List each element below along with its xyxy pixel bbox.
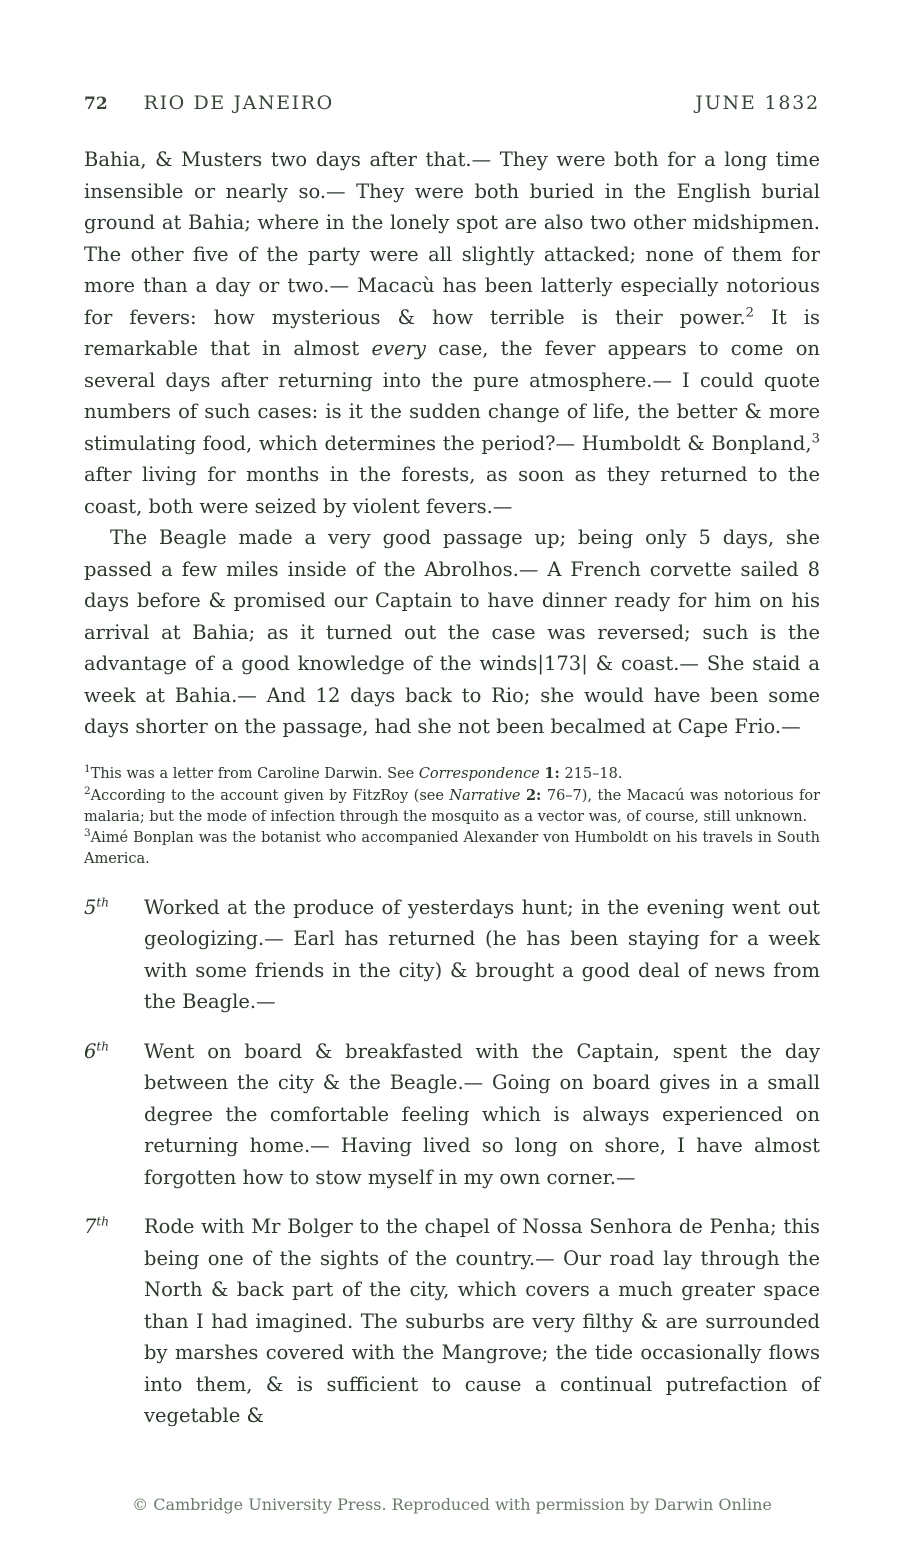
footnote-1-text-c: 215–18.: [559, 765, 623, 782]
entry-text: Went on board & breakfasted with the Captain, spent the day between the city & the Beagle.— Going on board gives in a small degree the comfortable feeling which is always experienced on returning home.— Having lived so long on shore, I have almost forgotten how to stow myself in my own corner.—: [144, 1039, 820, 1189]
para1-segment-b: — They were both for a long time insensible or nearly so.— They were both buried in the English burial ground at Bahia; where in the lonely spot are also two other midshipmen. The other five of the party were all slightly attacked; none of them for more than a day or two.— Macacù has been latterly especially notorious for fevers: how mysterious & how terrible is their power.: [84, 148, 821, 329]
diary-entry: [84, 1036, 820, 1194]
entry-text: Worked at the produce of yesterdays hunt; in the evening went out geologizing.— Earl has returned (he has been staying for a week with some friends in the city) & brought a good deal of news from the Beagle.—: [144, 895, 820, 1013]
entry-day-number: 6: [84, 1039, 97, 1063]
footnote-2-italic: Narrative: [449, 787, 521, 804]
footnote-3-marker: 3: [84, 826, 91, 839]
footnote-1: [84, 763, 820, 785]
entry-day-suffix: th: [96, 895, 110, 909]
footnote-ref-3[interactable]: 3: [811, 431, 820, 446]
para1-segment-e: after living for months in the forests, as soon as they returned to the coast, both were seized by violent fevers.—: [84, 463, 820, 518]
diary-entry: [84, 1211, 820, 1432]
footnote-ref-2[interactable]: 2: [745, 305, 755, 320]
footnote-3: [84, 828, 820, 870]
entry-date: [84, 1036, 109, 1068]
diary-entry: [84, 892, 820, 1018]
entry-day-number: 7: [84, 1215, 97, 1238]
paragraph-continuation: [84, 144, 820, 522]
entry-text: Rode with Mr Bolger to the chapel of Nossa Senhora de Penha; this being one of the sights of the country.— Our road lay through the North & back part of the city, which covers a much greater space than I had imagined. The suburbs are very filthy & are surrounded by marshes covered with the Mangrove; the tide occasionally flows into them, & is sufficient to cause a continual putrefaction of vegetable &: [144, 1215, 820, 1427]
footnote-1-marker: 1: [84, 762, 91, 775]
page-number: 72: [84, 94, 108, 114]
diary-entries: [84, 892, 820, 1432]
footnote-2-text-a: According to the account given by FitzRoy (see: [90, 787, 450, 804]
page-footer-credit: © Cambridge University Press. Reproduced with permission by Darwin Online: [132, 1495, 772, 1514]
footnote-1-text-a: This was a letter from Caroline Darwin. See: [90, 765, 419, 782]
footnote-2-marker: 2: [84, 784, 91, 797]
entry-date: [84, 1211, 109, 1243]
footnote-1-italic: Correspondence: [418, 765, 540, 782]
entry-date: [84, 892, 109, 924]
footnote-2-bold: 2:: [525, 786, 542, 804]
footnote-2-text-c: 76–7), the Macacú was notorious for malaria; but the mode of infection through the mosquito as a vector was, of course, still unknown.: [84, 787, 821, 825]
para1-emphasis: every: [371, 337, 426, 360]
footnotes-block: [84, 763, 820, 870]
para1-segment-a: Bahia, & Musters two days after that.: [84, 148, 472, 171]
footnote-1-bold: 1:: [544, 764, 560, 782]
running-head-right: JUNE 1832: [695, 92, 820, 114]
body-text: [84, 144, 820, 743]
footnote-3-text-a: Aimé Bonplan was the botanist who accompanied Alexander von Humboldt on his travels in South America.: [84, 829, 820, 867]
running-head: [84, 92, 820, 114]
paragraph-beagle: The Beagle made a very good passage up; being only 5 days, she passed a few miles inside of the Abrolhos.— A French corvette sailed 8 days before & promised our Captain to have dinner ready for him on his arrival at Bahia; as it turned out the case was reversed; such is the advantage of a good knowledge of the winds|173| & coast.— She staid a week at Bahia.— And 12 days back to Rio; she would have been some days shorter on the passage, had she not been becalmed at Cape Frio.—: [84, 526, 820, 738]
para1-segment-d: case, the fever appears to come on several days after returning into the pure atmosphere.— I could quote numbers of such cases: is it the sudden change of life, the better & more stimulating food, which determines the period?— Humboldt & Bonpland,: [84, 337, 820, 455]
entry-day-number: 5: [84, 895, 97, 919]
entry-day-suffix: th: [96, 1039, 110, 1053]
footnote-2: [84, 785, 820, 828]
running-head-left: RIO DE JANEIRO: [143, 92, 334, 114]
para1-segment-c: It is remarkable that in almost: [84, 305, 820, 360]
entry-day-suffix: th: [96, 1214, 110, 1229]
